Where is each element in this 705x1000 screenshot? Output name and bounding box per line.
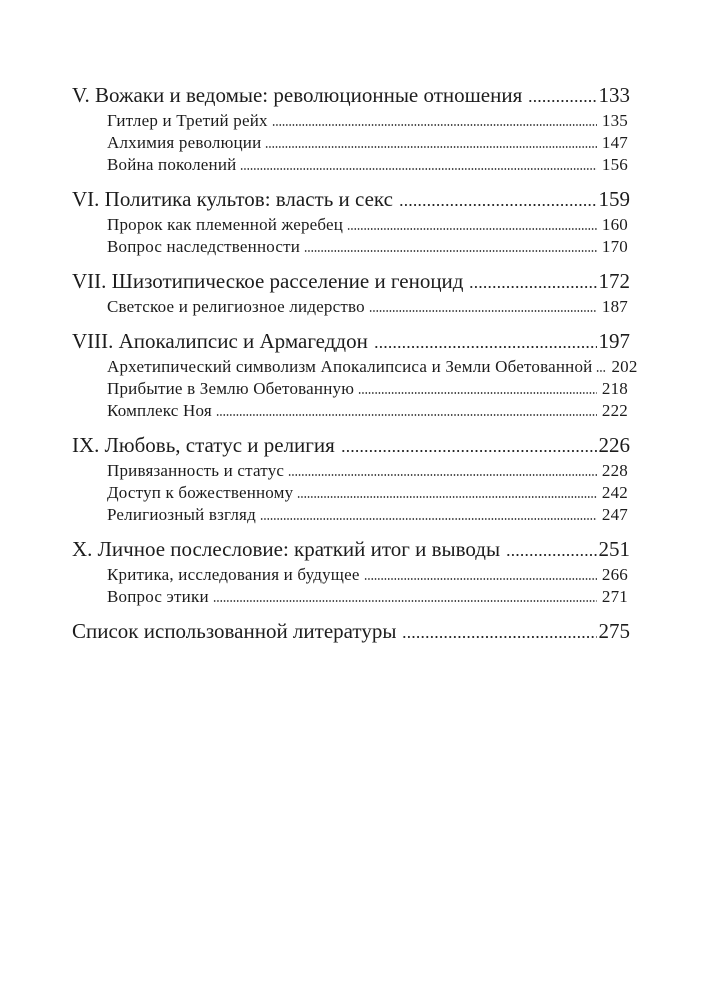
toc-section-entry (107, 586, 628, 608)
section-list (72, 564, 630, 608)
section-page-number: 266 (601, 565, 628, 584)
section-page-number: 242 (601, 483, 628, 502)
dot-leader (399, 204, 597, 206)
chapter-page-number: 251 (598, 537, 630, 561)
chapter-title: V. Вожаки и ведомые: революционные отношения (72, 83, 523, 107)
section-title: Светское и религиозное лидерство (107, 297, 365, 316)
table-of-contents (72, 82, 638, 644)
chapter-page-number: 133 (598, 83, 630, 107)
section-title: Пророк как племенной жеребец (107, 215, 344, 234)
section-title: Привязанность и статус (107, 461, 285, 480)
section-title: Вопрос этики (107, 587, 209, 606)
toc-chapter-group (72, 82, 630, 176)
dot-leader (213, 600, 597, 602)
dot-leader (528, 100, 596, 102)
chapter-page-number: 197 (598, 329, 630, 353)
toc-section-entry (107, 110, 628, 132)
dot-leader (374, 346, 597, 348)
section-page-number: 160 (601, 215, 628, 234)
dot-leader (341, 450, 597, 452)
dot-leader (260, 518, 597, 520)
section-page-number: 271 (601, 587, 628, 606)
section-list (72, 214, 630, 258)
section-page-number: 170 (601, 237, 628, 256)
toc-section-entry (107, 296, 628, 318)
section-title: Прибытие в Землю Обетованную (107, 379, 355, 398)
chapter-title: Список использованной литературы (72, 619, 397, 643)
section-list (72, 110, 630, 176)
chapter-title: VI. Политика культов: власть и секс (72, 187, 393, 211)
toc-section-entry (107, 236, 628, 258)
dot-leader (288, 474, 597, 476)
toc-chapter-group (72, 536, 630, 608)
dot-leader (358, 392, 597, 394)
section-list (72, 296, 630, 318)
dot-leader (297, 496, 597, 498)
chapter-title: X. Личное послесловие: краткий итог и выводы (72, 537, 501, 561)
toc-section-entry (107, 132, 628, 154)
section-page-number: 135 (601, 111, 628, 130)
toc-section-entry (107, 214, 628, 236)
chapter-title: IX. Любовь, статус и религия (72, 433, 335, 457)
section-title: Алхимия революции (107, 133, 262, 152)
section-page-number: 247 (601, 505, 628, 524)
section-page-number: 202 (611, 357, 638, 376)
section-title: Война поколений (107, 155, 237, 174)
toc-section-entry (107, 482, 628, 504)
toc-bibliography-entry (72, 618, 630, 644)
dot-leader (347, 228, 597, 230)
section-title: Архетипический символизм Апокалипсиса и Земли Обетованной (107, 357, 593, 376)
dot-leader (304, 250, 597, 252)
dot-leader (272, 124, 597, 126)
toc-chapter-group (72, 328, 638, 422)
toc-chapter-entry (72, 328, 630, 354)
toc-section-entry (107, 356, 638, 378)
section-list (72, 460, 630, 526)
dot-leader (369, 310, 597, 312)
section-page-number: 156 (601, 155, 628, 174)
section-list (72, 356, 638, 422)
toc-chapter-group (72, 186, 630, 258)
toc-section-entry (107, 378, 628, 400)
chapter-title: VII. Шизотипическое расселение и геноцид (72, 269, 464, 293)
dot-leader (364, 578, 597, 580)
dot-leader (596, 370, 606, 372)
section-title: Комплекс Ноя (107, 401, 212, 420)
chapter-page-number: 275 (598, 619, 630, 643)
section-title: Доступ к божественному (107, 483, 294, 502)
dot-leader (506, 554, 596, 556)
dot-leader (216, 414, 597, 416)
section-title: Критика, исследования и будущее (107, 565, 360, 584)
section-page-number: 147 (601, 133, 628, 152)
section-title: Религиозный взгляд (107, 505, 256, 524)
section-page-number: 222 (601, 401, 628, 420)
toc-chapter-group (72, 268, 630, 318)
chapter-page-number: 159 (598, 187, 630, 211)
toc-section-entry (107, 564, 628, 586)
section-page-number: 187 (601, 297, 628, 316)
chapter-title: VIII. Апокалипсис и Армагеддон (72, 329, 368, 353)
dot-leader (265, 146, 596, 148)
chapter-page-number: 226 (598, 433, 630, 457)
toc-chapter-entry (72, 186, 630, 212)
toc-chapter-group (72, 432, 630, 526)
toc-section-entry (107, 504, 628, 526)
section-page-number: 218 (601, 379, 628, 398)
chapter-page-number: 172 (598, 269, 630, 293)
toc-chapter-entry (72, 432, 630, 458)
dot-leader (469, 286, 596, 288)
toc-section-entry (107, 460, 628, 482)
section-title: Гитлер и Третий рейх (107, 111, 268, 130)
dot-leader (402, 636, 596, 638)
section-page-number: 228 (601, 461, 628, 480)
toc-chapter-entry (72, 82, 630, 108)
toc-chapter-entry (72, 536, 630, 562)
section-title: Вопрос наследственности (107, 237, 301, 256)
toc-chapter-entry (72, 268, 630, 294)
toc-section-entry (107, 154, 628, 176)
dot-leader (240, 168, 596, 170)
toc-chapter-group (72, 618, 630, 644)
toc-section-entry (107, 400, 628, 422)
